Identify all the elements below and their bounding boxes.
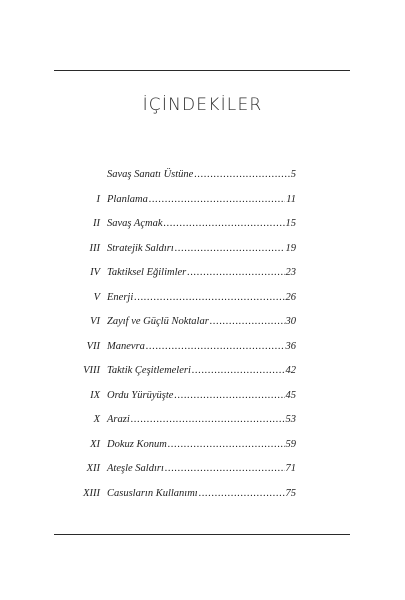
dot-leader xyxy=(175,240,285,258)
dot-leader xyxy=(192,362,285,380)
chapter-number: VI xyxy=(90,316,100,327)
chapter-title: Dokuz Konum xyxy=(107,438,167,450)
chapter-title: Zayıf ve Güçlü Noktalar xyxy=(107,316,209,327)
toc-entry[interactable] xyxy=(0,460,405,478)
chapter-title: Taktik Çeşitlemeleri xyxy=(107,365,191,376)
toc-entry[interactable] xyxy=(0,338,405,356)
dot-leader xyxy=(149,191,285,209)
chapter-number: XII xyxy=(86,463,100,474)
page-number: 42 xyxy=(285,365,296,376)
dot-leader xyxy=(165,460,285,478)
chapter-number: III xyxy=(89,242,100,254)
chapter-number: II xyxy=(93,218,100,229)
chapter-title: Ordu Yürüyüşte xyxy=(107,389,174,401)
chapter-number: XIII xyxy=(83,487,100,499)
page-number: 19 xyxy=(285,242,296,254)
chapter-title: Stratejik Saldırı xyxy=(107,242,174,254)
page-number: 23 xyxy=(285,267,296,278)
page-number: 36 xyxy=(285,340,296,352)
chapter-number: VII xyxy=(86,340,100,352)
dot-leader xyxy=(168,436,285,454)
chapter-title: Savaş Açmak xyxy=(107,218,163,229)
chapter-number: I xyxy=(96,193,100,205)
dot-leader xyxy=(187,264,284,282)
page-number: 53 xyxy=(285,414,296,425)
toc-entry[interactable] xyxy=(0,485,405,503)
toc-entry[interactable] xyxy=(0,362,405,380)
page-number: 59 xyxy=(285,438,296,450)
toc-entry[interactable] xyxy=(0,240,405,258)
chapter-title: Manevra xyxy=(107,340,145,352)
page-number: 5 xyxy=(290,169,296,180)
chapter-number: XI xyxy=(90,438,100,450)
page-number: 75 xyxy=(285,487,296,499)
toc-entry[interactable] xyxy=(0,264,405,282)
chapter-title: Planlama xyxy=(107,193,148,205)
page-number: 11 xyxy=(286,193,296,205)
dot-leader xyxy=(131,411,285,429)
chapter-title: Ateşle Saldırı xyxy=(107,463,164,474)
toc-entry[interactable] xyxy=(0,191,405,209)
chapter-title: Savaş Sanatı Üstüne xyxy=(107,169,194,180)
chapter-number: IV xyxy=(90,267,100,278)
page-number: 71 xyxy=(285,463,296,474)
chapter-number: VIII xyxy=(83,365,100,376)
page-title: İÇİNDEKİLER xyxy=(142,95,263,115)
chapter-number: V xyxy=(93,291,100,303)
bottom-rule xyxy=(54,534,350,535)
dot-leader xyxy=(146,338,285,356)
dot-leader xyxy=(134,289,284,307)
toc-entry[interactable] xyxy=(0,215,405,233)
toc-entry[interactable] xyxy=(0,289,405,307)
page-number: 26 xyxy=(285,291,296,303)
chapter-title: Arazi xyxy=(107,414,130,425)
chapter-title: Enerji xyxy=(107,291,134,303)
chapter-title: Casusların Kullanımı xyxy=(107,487,198,499)
dot-leader xyxy=(194,166,289,184)
chapter-number: IX xyxy=(90,389,100,401)
dot-leader xyxy=(210,313,285,331)
toc-entry[interactable] xyxy=(0,313,405,331)
page-number: 30 xyxy=(285,316,296,327)
toc-entry[interactable] xyxy=(0,166,405,184)
toc-entry[interactable] xyxy=(0,411,405,429)
chapter-number: X xyxy=(93,414,100,425)
dot-leader xyxy=(174,387,284,405)
page-number: 15 xyxy=(285,218,296,229)
dot-leader xyxy=(199,485,285,503)
top-rule xyxy=(54,70,350,71)
chapter-title: Taktiksel Eğilimler xyxy=(107,267,187,278)
dot-leader xyxy=(164,215,285,233)
toc-entry[interactable] xyxy=(0,436,405,454)
page-number: 45 xyxy=(285,389,296,401)
toc-entry[interactable] xyxy=(0,387,405,405)
